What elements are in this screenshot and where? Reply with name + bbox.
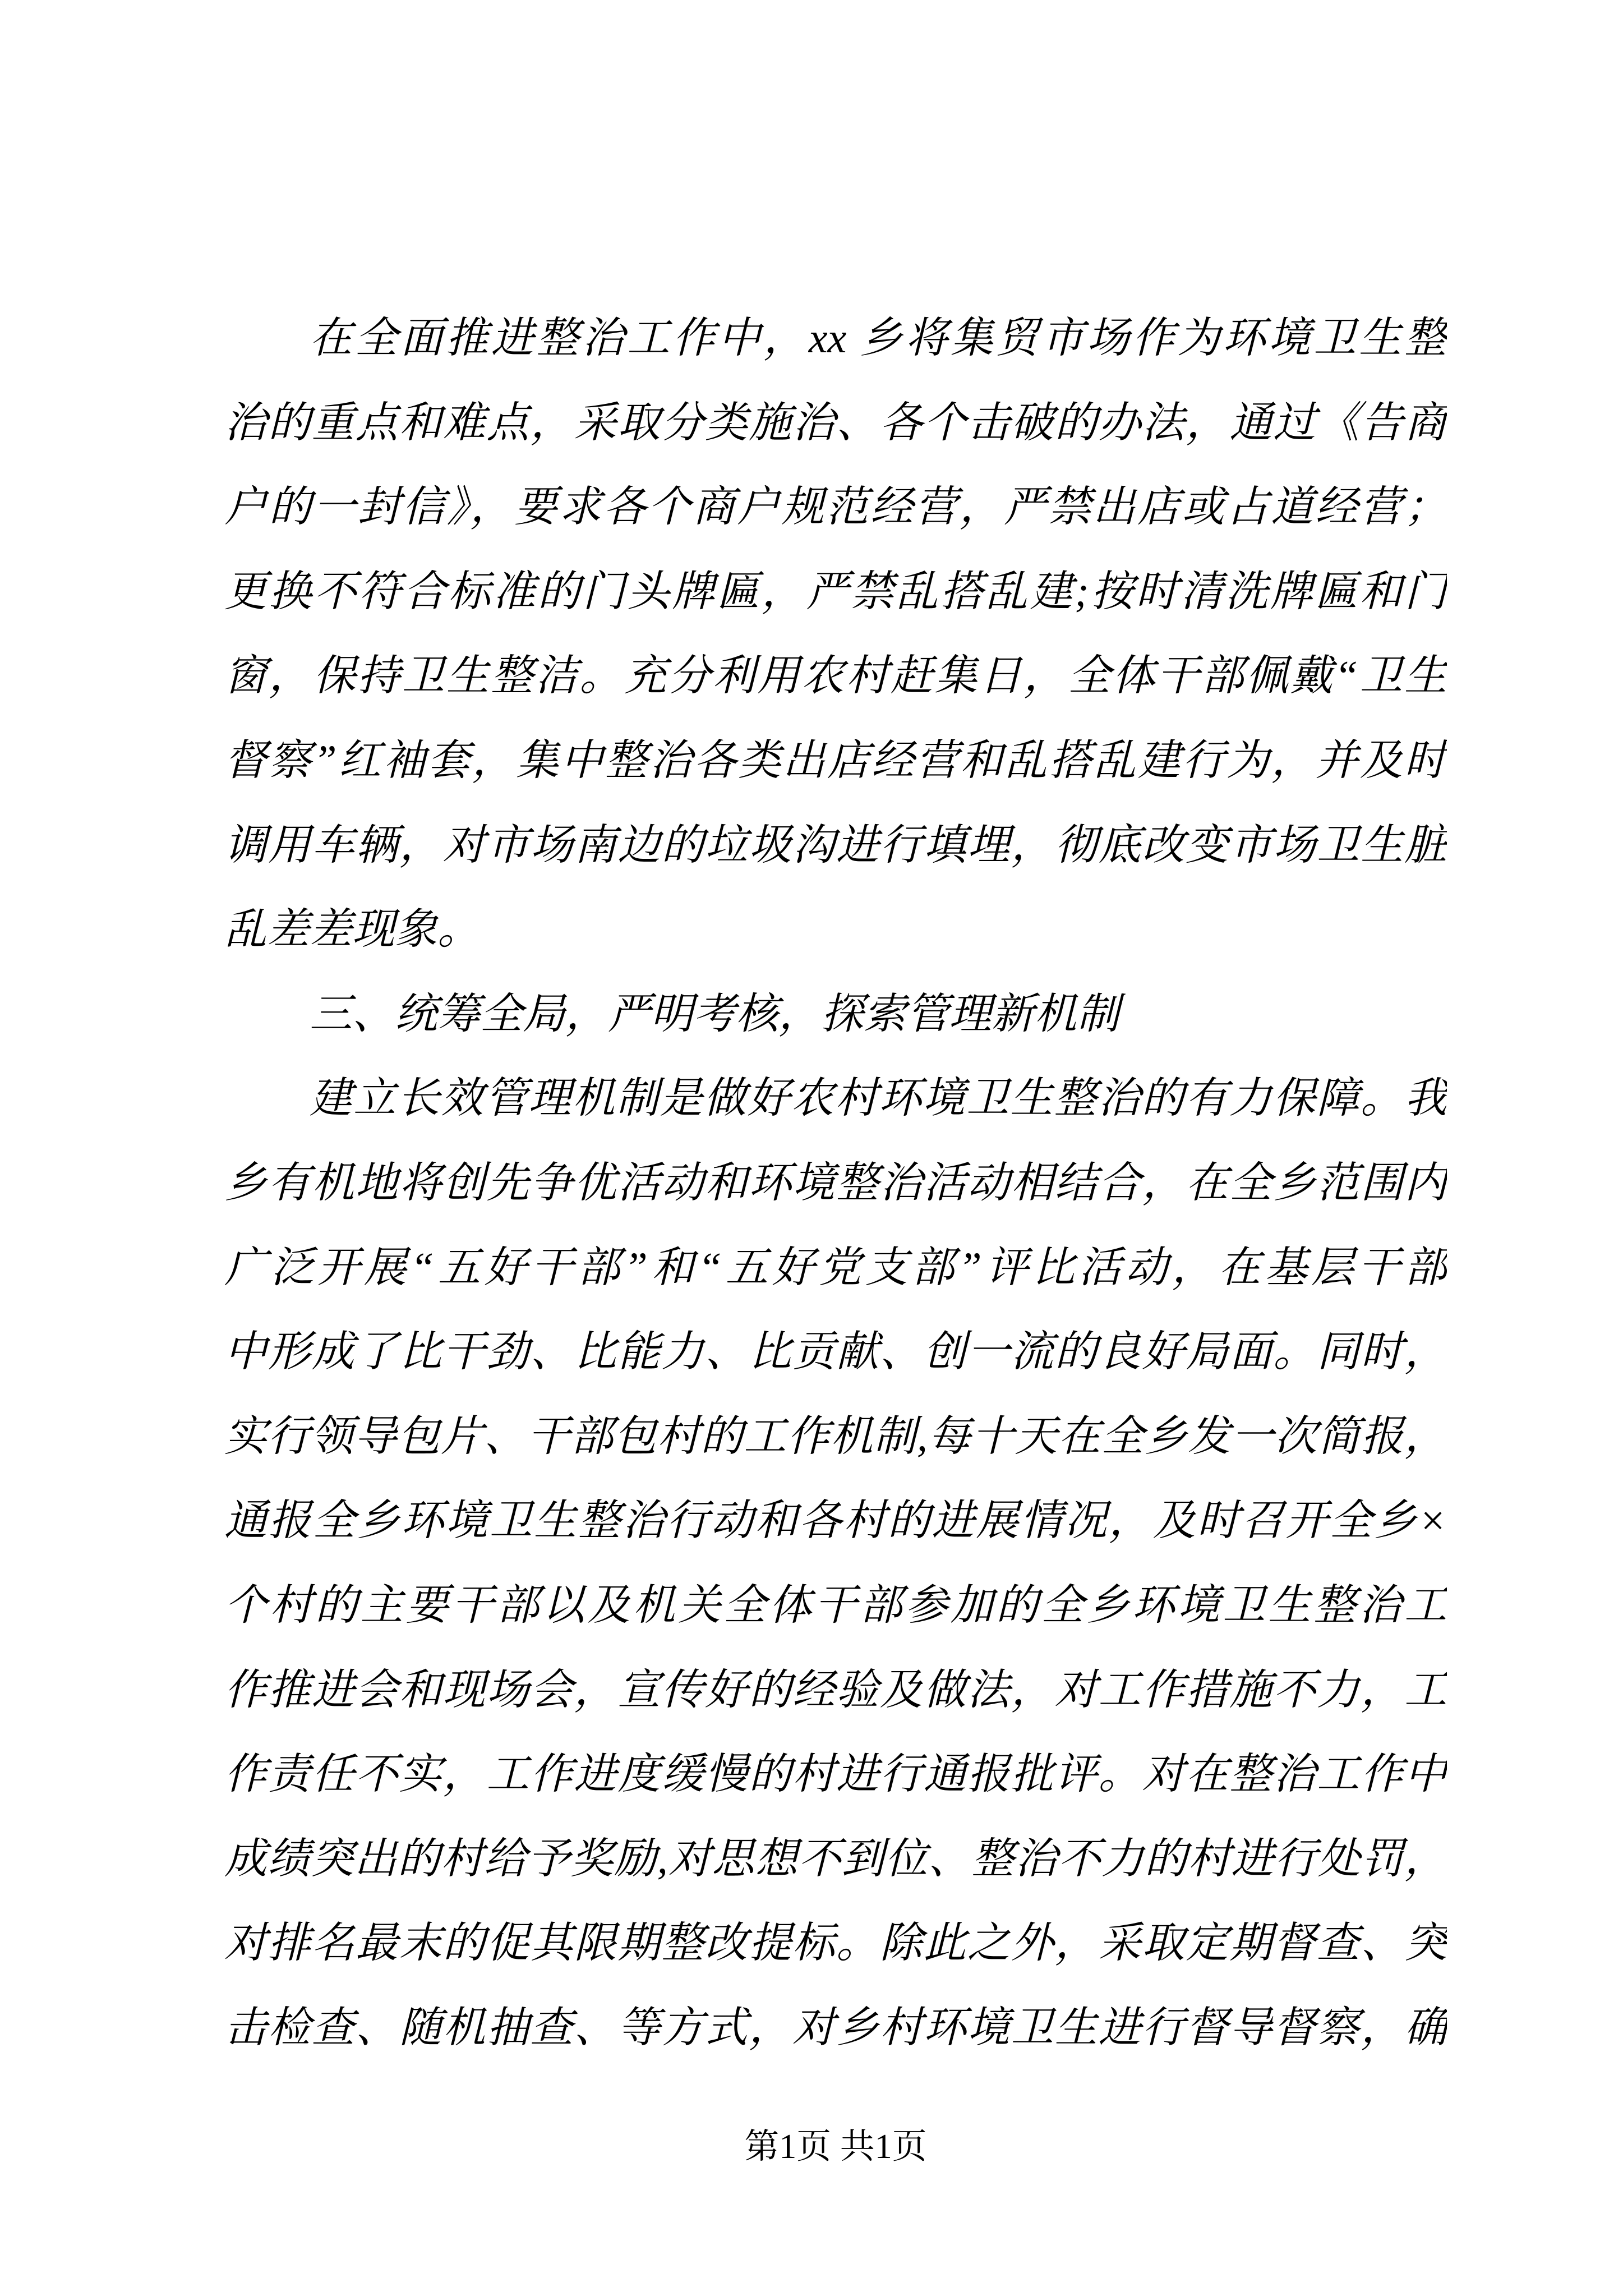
page-footer bbox=[224, 2122, 1447, 2172]
page-number-label: 第1页 共1页 bbox=[744, 2128, 927, 2166]
text-line: 广泛开展“五好干部”和“五好党支部”评比活动，在基层干部 bbox=[224, 1244, 1447, 1291]
text-line: 调用车辆，对市场南边的垃圾沟进行填埋，彻底改变市场卫生脏 bbox=[224, 821, 1447, 869]
text-line: 建立长效管理机制是做好农村环境卫生整治的有力保障。我 bbox=[310, 1075, 1447, 1122]
text-line: 督察”红袖套，集中整治各类出店经营和乱搭乱建行为，并及时 bbox=[224, 737, 1447, 784]
text-line: 户的一封信》，要求各个商户规范经营，严禁出店或占道经营； bbox=[224, 484, 1447, 531]
text-line: 成绩突出的村给予奖励,对思想不到位、整治不力的村进行处罚， bbox=[224, 1835, 1447, 1883]
text-line: 对排名最末的促其限期整改提标。除此之外，采取定期督查、突 bbox=[224, 1920, 1447, 1967]
text-line: 作责任不实，工作进度缓慢的村进行通报批评。对在整治工作中 bbox=[224, 1751, 1447, 1798]
text-line: 个村的主要干部以及机关全体干部参加的全乡环境卫生整治工 bbox=[224, 1581, 1447, 1629]
text-line: 击检查、随机抽查、等方式，对乡村环境卫生进行督导督察，确 bbox=[224, 2004, 1447, 2051]
text-line: 作推进会和现场会，宣传好的经验及做法，对工作措施不力，工 bbox=[224, 1666, 1447, 1714]
text-line: 三、统筹全局，严明考核，探索管理新机制 bbox=[310, 990, 1119, 1038]
text-line: 中形成了比干劲、比能力、比贡献、创一流的良好局面。同时， bbox=[224, 1328, 1447, 1376]
text-line: 在全面推进整治工作中，xx 乡将集贸市场作为环境卫生整 bbox=[310, 315, 1447, 362]
text-line: 乱差差现象。 bbox=[224, 906, 480, 954]
text-line: 治的重点和难点，采取分类施治、各个击破的办法，通过《告商 bbox=[224, 399, 1447, 447]
text-line: 更换不符合标准的门头牌匾，严禁乱搭乱建;按时清洗牌匾和门 bbox=[224, 568, 1447, 615]
text-line: 实行领导包片、干部包村的工作机制,每十天在全乡发一次简报， bbox=[224, 1412, 1447, 1460]
text-line: 通报全乡环境卫生整治行动和各村的进展情况，及时召开全乡× bbox=[224, 1497, 1447, 1545]
document-body bbox=[224, 296, 1447, 2070]
text-line: 窗，保持卫生整洁。充分利用农村赶集日，全体干部佩戴“卫生 bbox=[224, 652, 1447, 700]
text-line: 乡有机地将创先争优活动和环境整治活动相结合，在全乡范围内 bbox=[224, 1159, 1447, 1207]
